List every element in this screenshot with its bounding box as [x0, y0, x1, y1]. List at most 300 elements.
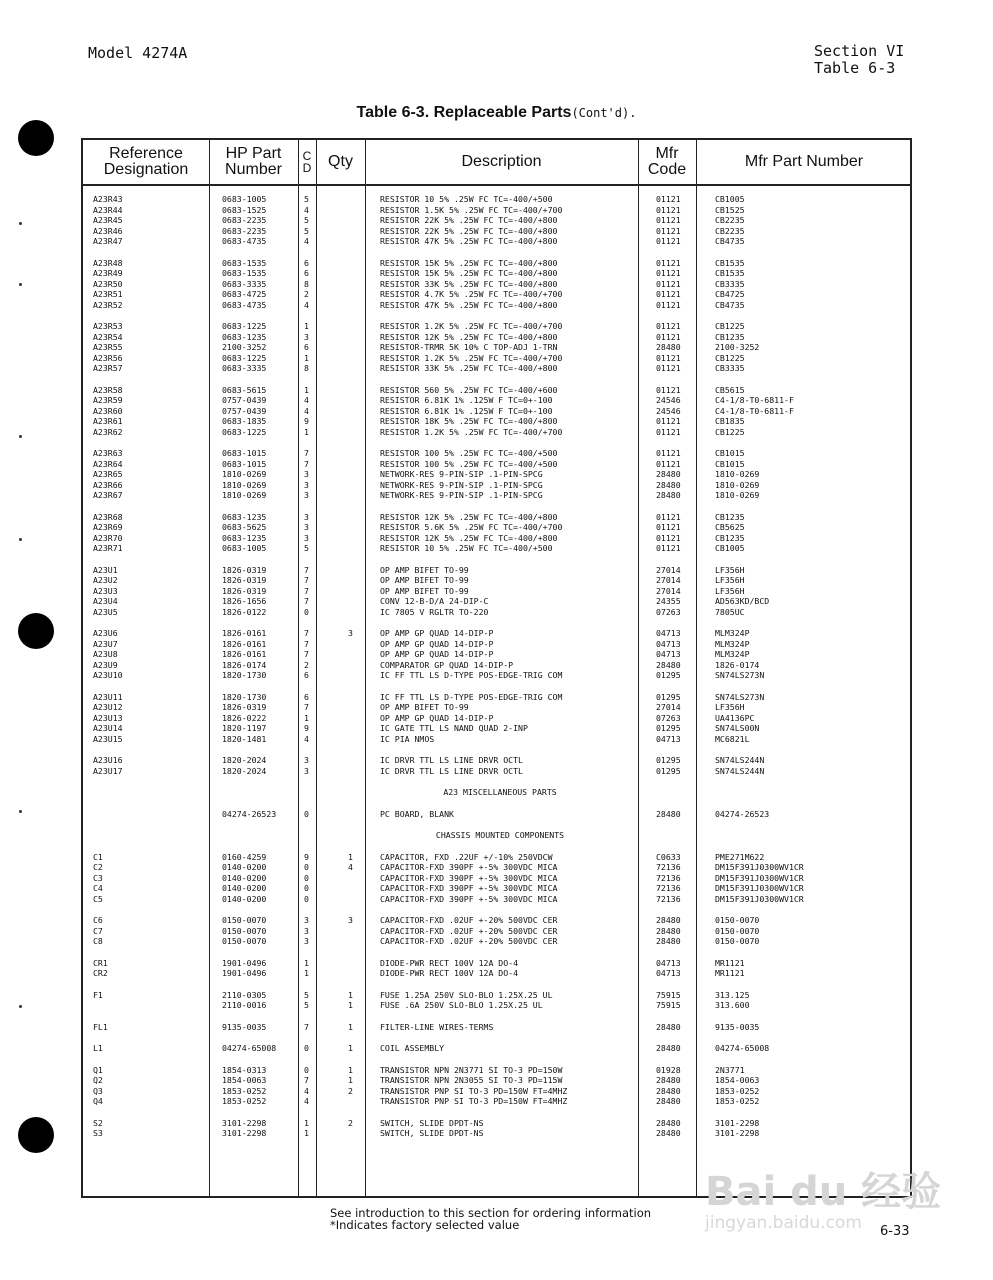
- cell-description: RESISTOR 47K 5% .25W FC TC=-400/+800: [380, 299, 558, 310]
- cell-ref: A23R70: [93, 532, 123, 543]
- cell-mfr-part: MLM324P: [715, 638, 750, 649]
- cell-ref: A23U9: [93, 659, 118, 670]
- cell-cd: 2: [304, 659, 309, 670]
- cell-mfr-part: CB3335: [715, 363, 745, 373]
- cell-hp-part: 1853-0252: [222, 1085, 267, 1096]
- cell-mfr-code: 01121: [656, 215, 681, 225]
- cell-hp-part: 0683-1835: [222, 416, 267, 426]
- group-spacer: [83, 617, 910, 628]
- cell-cd: 1: [304, 968, 309, 978]
- cell-qty: 3: [348, 628, 353, 638]
- cell-ref: A23R45: [93, 215, 123, 225]
- cell-description: CAPACITOR-FXD .02UF +-20% 500VDC CER: [380, 915, 558, 925]
- cell-cd: 6: [304, 268, 309, 278]
- cell-mfr-code: 28480: [656, 1117, 681, 1128]
- cell-description: RESISTOR 5.6K 5% .25W FC TC=-400/+700: [380, 522, 563, 532]
- group-spacer: [83, 247, 910, 258]
- cell-cd: 0: [304, 1043, 309, 1053]
- cell-description: IC FF TTL LS D-TYPE POS-EDGE-TRIG COM: [380, 691, 563, 702]
- cell-mfr-part: CB3335: [715, 278, 745, 289]
- cell-cd: 7: [304, 575, 309, 585]
- cell-hp-part: 0683-3335: [222, 363, 267, 373]
- table-row: [83, 215, 910, 226]
- cell-mfr-code: 01121: [656, 204, 681, 215]
- cell-description: RESISTOR 12K 5% .25W FC TC=-400/+800: [380, 511, 558, 522]
- table-row: [83, 862, 910, 873]
- cell-hp-part: 0683-1235: [222, 331, 267, 342]
- cell-mfr-code: 24546: [656, 395, 681, 405]
- cell-cd: 8: [304, 278, 309, 289]
- cell-mfr-part: MLM324P: [715, 628, 750, 638]
- cell-cd: 7: [304, 702, 309, 712]
- table-row: [83, 448, 910, 459]
- cell-description: RESISTOR 1.5K 5% .25W FC TC=-400/+700: [380, 204, 563, 215]
- cell-mfr-code: 04713: [656, 638, 681, 649]
- cell-ref: C2: [93, 862, 103, 872]
- cell-mfr-part: UA4136PC: [715, 712, 755, 723]
- cell-description: OP AMP GP QUAD 14-DIP-P: [380, 628, 494, 638]
- cell-mfr-code: 07263: [656, 606, 681, 617]
- cell-ref: A23U8: [93, 649, 118, 659]
- table-row: [83, 279, 910, 290]
- table-row: [83, 236, 910, 247]
- cell-mfr-part: SN74LS244N: [715, 765, 765, 776]
- col-mfr-line2: Code: [647, 161, 687, 178]
- speck: [19, 435, 22, 438]
- group-spacer: [83, 979, 910, 990]
- cell-ref: A23R56: [93, 352, 123, 363]
- table-row: [83, 723, 910, 734]
- cell-mfr-part: 1810-0269: [715, 469, 760, 479]
- cell-ref: C7: [93, 925, 103, 936]
- cell-mfr-code: 01295: [656, 765, 681, 776]
- cell-mfr-code: 01121: [656, 448, 681, 458]
- cell-mfr-code: 75915: [656, 1000, 681, 1010]
- cell-hp-part: 0683-1015: [222, 458, 267, 469]
- section-heading-text: CHASSIS MOUNTED COMPONENTS: [435, 830, 565, 840]
- cell-cd: 6: [304, 342, 309, 352]
- cell-cd: 5: [304, 225, 309, 236]
- cell-cd: 7: [304, 1075, 309, 1085]
- cell-ref: A23U10: [93, 670, 123, 680]
- cell-cd: 2: [304, 289, 309, 299]
- cell-ref: A23R65: [93, 469, 123, 479]
- cell-cd: 4: [304, 299, 309, 310]
- col-hp-line1: HP Part: [225, 145, 282, 162]
- cell-ref: A23R48: [93, 257, 123, 268]
- cell-ref: S2: [93, 1117, 103, 1128]
- col-ref-header: [83, 140, 209, 184]
- table-row: [83, 915, 910, 926]
- table-row: [83, 586, 910, 597]
- cell-mfr-code: 04713: [656, 968, 681, 978]
- cell-cd: 7: [304, 448, 309, 458]
- table-row: [83, 692, 910, 703]
- cell-ref: Q3: [93, 1085, 103, 1096]
- cell-mfr-part: 1854-0063: [715, 1075, 760, 1085]
- cell-mfr-code: 28480: [656, 479, 681, 490]
- cell-qty: 4: [348, 862, 353, 872]
- cell-hp-part: 0683-2235: [222, 215, 267, 225]
- col-ref-line2: Designation: [103, 161, 189, 178]
- cell-description: TRANSISTOR PNP SI TO-3 PD=150W FT=4MHZ: [380, 1085, 568, 1096]
- cell-cd: 0: [304, 606, 309, 617]
- table-row: [83, 713, 910, 724]
- cell-description: IC DRVR TTL LS LINE DRVR OCTL: [380, 765, 523, 776]
- cell-mfr-part: 04274-65008: [715, 1043, 770, 1053]
- cell-mfr-part: LF356H: [715, 585, 745, 596]
- table-row: [83, 883, 910, 894]
- cell-cd: 5: [304, 543, 309, 553]
- speck: [19, 283, 22, 286]
- cell-hp-part: 1826-0222: [222, 712, 267, 723]
- cell-hp-part: 0683-1225: [222, 321, 267, 331]
- cell-mfr-part: 0150-0070: [715, 936, 760, 946]
- cell-mfr-code: 28480: [656, 1085, 681, 1096]
- cell-hp-part: 0150-0070: [222, 925, 267, 936]
- cell-hp-part: 0683-1535: [222, 268, 267, 278]
- cell-description: RESISTOR 1.2K 5% .25W FC TC=-400/+700: [380, 321, 563, 331]
- cell-description: RESISTOR 10 5% .25W FC TC=-400/+500: [380, 194, 553, 204]
- cell-mfr-code: 04713: [656, 957, 681, 968]
- cell-ref: A23U6: [93, 628, 118, 638]
- cell-mfr-code: 28480: [656, 808, 681, 819]
- cell-description: RESISTOR 560 5% .25W FC TC=-400/+600: [380, 384, 558, 395]
- table-row: [83, 480, 910, 491]
- cell-cd: 7: [304, 628, 309, 638]
- cell-hp-part: 1826-0161: [222, 649, 267, 659]
- cell-mfr-part: AD563KD/BCD: [715, 596, 770, 606]
- cell-mfr-code: 28480: [656, 469, 681, 479]
- cell-hp-part: 0160-4259: [222, 851, 267, 862]
- cell-mfr-part: 1810-0269: [715, 490, 760, 500]
- cell-cd: 0: [304, 1064, 309, 1075]
- cell-ref: A23U2: [93, 575, 118, 585]
- cell-mfr-part: SN74LS244N: [715, 755, 765, 765]
- cell-description: PC BOARD, BLANK: [380, 808, 454, 819]
- cell-mfr-code: 28480: [656, 936, 681, 946]
- cell-mfr-part: 313.600: [715, 1000, 750, 1010]
- cell-cd: 5: [304, 194, 309, 204]
- cell-qty: 1: [348, 1075, 353, 1085]
- cell-mfr-part: LF356H: [715, 702, 745, 712]
- cell-mfr-code: 07263: [656, 712, 681, 723]
- cell-ref: A23R53: [93, 321, 123, 331]
- cell-qty: 2: [348, 1085, 353, 1096]
- cell-hp-part: 9135-0035: [222, 1021, 267, 1032]
- table-row: [83, 809, 910, 820]
- table-row: [83, 670, 910, 681]
- cell-hp-part: 1901-0496: [222, 968, 267, 978]
- cell-cd: 6: [304, 257, 309, 268]
- cell-mfr-code: 27014: [656, 575, 681, 585]
- cell-hp-part: 0683-4735: [222, 299, 267, 310]
- cell-cd: 1: [304, 426, 309, 437]
- cell-cd: 3: [304, 915, 309, 925]
- section-heading-text: A23 MISCELLANEOUS PARTS: [443, 787, 557, 797]
- cell-mfr-part: 2100-3252: [715, 342, 760, 352]
- table-row: [83, 205, 910, 216]
- cell-mfr-code: 28480: [656, 915, 681, 925]
- cell-ref: L1: [93, 1043, 103, 1053]
- col-mfr-header: [638, 140, 696, 184]
- cell-description: COIL ASSEMBLY: [380, 1043, 445, 1053]
- table-row: [83, 226, 910, 237]
- table-row: [83, 1118, 910, 1129]
- cell-mfr-code: 01121: [656, 426, 681, 437]
- watermark-logo: Bai du 经验: [705, 1169, 942, 1215]
- cell-cd: 9: [304, 416, 309, 426]
- cell-hp-part: 0757-0439: [222, 395, 267, 405]
- cell-ref: A23U12: [93, 702, 123, 712]
- cell-hp-part: 04274-26523: [222, 808, 277, 819]
- table-row: [83, 1128, 910, 1139]
- cell-cd: 7: [304, 638, 309, 649]
- table-row: [83, 459, 910, 470]
- cell-description: IC DRVR TTL LS LINE DRVR OCTL: [380, 755, 523, 765]
- cell-hp-part: 04274-65008: [222, 1043, 277, 1053]
- cell-mfr-code: 24546: [656, 405, 681, 416]
- binder-hole: [18, 1117, 54, 1153]
- cell-hp-part: 0683-5615: [222, 384, 267, 395]
- table-row: [83, 342, 910, 353]
- cell-mfr-code: 28480: [656, 659, 681, 670]
- cell-mfr-part: 1810-0269: [715, 479, 760, 490]
- col-mfr-line1: Mfr: [655, 145, 679, 162]
- cell-mfr-part: CB1535: [715, 268, 745, 278]
- cell-mfr-code: 75915: [656, 989, 681, 1000]
- cell-mfr-part: 3101-2298: [715, 1117, 760, 1128]
- table-row: [83, 543, 910, 554]
- cell-mfr-code: 01121: [656, 331, 681, 342]
- cell-cd: 4: [304, 204, 309, 215]
- cell-description: OP AMP BIFET TO-99: [380, 564, 469, 575]
- cell-description: IC FF TTL LS D-TYPE POS-EDGE-TRIG COM: [380, 670, 563, 680]
- cell-cd: 1: [304, 1128, 309, 1138]
- table-row: [83, 353, 910, 364]
- cell-mfr-code: 01121: [656, 299, 681, 310]
- cell-ref: F1: [93, 989, 103, 1000]
- cell-ref: A23U14: [93, 723, 123, 733]
- cell-description: RESISTOR 33K 5% .25W FC TC=-400/+800: [380, 278, 558, 289]
- table-row: [83, 660, 910, 671]
- cell-ref: A23U7: [93, 638, 118, 649]
- cell-description: OP AMP BIFET TO-99: [380, 702, 469, 712]
- cell-cd: 3: [304, 765, 309, 776]
- cell-cd: 9: [304, 723, 309, 733]
- cell-description: SWITCH, SLIDE DPDT-NS: [380, 1128, 484, 1138]
- cell-mfr-code: 01121: [656, 511, 681, 522]
- cell-ref: A23R59: [93, 395, 123, 405]
- cell-ref: A23U4: [93, 596, 118, 606]
- cell-cd: 7: [304, 564, 309, 575]
- group-spacer: [83, 310, 910, 321]
- cell-cd: 0: [304, 872, 309, 883]
- speck: [19, 1005, 22, 1008]
- cell-mfr-part: 1853-0252: [715, 1096, 760, 1106]
- cell-mfr-part: CB1225: [715, 426, 745, 437]
- cell-mfr-part: C4-1/8-T0-6811-F: [715, 405, 794, 416]
- cell-hp-part: 2110-0016: [222, 1000, 267, 1010]
- header-section: [814, 43, 904, 77]
- cell-mfr-code: 01121: [656, 194, 681, 204]
- cell-ref: CR2: [93, 968, 108, 978]
- cell-hp-part: 0683-1015: [222, 448, 267, 458]
- title-main: Table 6-3. Replaceable Parts: [356, 104, 572, 121]
- cell-ref: Q4: [93, 1096, 103, 1106]
- cell-mfr-part: LF356H: [715, 564, 745, 575]
- cell-description: OP AMP BIFET TO-99: [380, 575, 469, 585]
- table-row: [83, 395, 910, 406]
- cell-cd: 3: [304, 490, 309, 500]
- cell-cd: 7: [304, 585, 309, 596]
- cell-cd: 3: [304, 936, 309, 946]
- table-row: [83, 894, 910, 905]
- cell-mfr-part: CB5625: [715, 522, 745, 532]
- cell-mfr-part: 3101-2298: [715, 1128, 760, 1138]
- cell-ref: C8: [93, 936, 103, 946]
- cell-description: FUSE .6A 250V SLO-BLO 1.25X.25 UL: [380, 1000, 543, 1010]
- cell-ref: A23R64: [93, 458, 123, 469]
- cell-hp-part: 1826-0122: [222, 606, 267, 617]
- cell-hp-part: 0150-0070: [222, 936, 267, 946]
- cell-ref: A23R68: [93, 511, 123, 522]
- group-spacer: [83, 554, 910, 565]
- cell-hp-part: 1826-0161: [222, 638, 267, 649]
- group-spacer: [83, 374, 910, 385]
- cell-description: DIODE-PWR RECT 100V 12A DO-4: [380, 957, 519, 968]
- cell-ref: A23U11: [93, 691, 123, 702]
- cell-cd: 4: [304, 1085, 309, 1096]
- cell-description: DIODE-PWR RECT 100V 12A DO-4: [380, 968, 519, 978]
- cell-ref: A23R44: [93, 204, 123, 215]
- cell-description: RESISTOR 100 5% .25W FC TC=-400/+500: [380, 448, 558, 458]
- cell-description: RESISTOR 6.81K 1% .125W F TC=0+-100: [380, 395, 553, 405]
- cell-mfr-part: SN74LS273N: [715, 670, 765, 680]
- cell-hp-part: 0683-4735: [222, 236, 267, 246]
- col-desc-header: Description: [461, 153, 542, 170]
- cell-ref: S3: [93, 1128, 103, 1138]
- cell-mfr-part: CB1015: [715, 458, 745, 469]
- cell-mfr-code: 01121: [656, 289, 681, 299]
- cell-mfr-code: 01121: [656, 532, 681, 543]
- cell-ref: A23R43: [93, 194, 123, 204]
- cell-ref: A23R69: [93, 522, 123, 532]
- cell-cd: 1: [304, 321, 309, 331]
- cell-qty: 1: [348, 989, 353, 1000]
- cell-hp-part: 1901-0496: [222, 957, 267, 968]
- cell-mfr-part: 04274-26523: [715, 808, 770, 819]
- section-heading: [83, 787, 910, 798]
- table-row: [83, 755, 910, 766]
- cell-mfr-code: 01295: [656, 691, 681, 702]
- cell-ref: A23U15: [93, 733, 123, 744]
- group-spacer: [83, 947, 910, 958]
- cell-mfr-code: 28480: [656, 1043, 681, 1053]
- group-spacer: [83, 904, 910, 915]
- cell-ref: A23R51: [93, 289, 123, 299]
- cell-hp-part: 2100-3252: [222, 342, 267, 352]
- cell-mfr-code: 01121: [656, 278, 681, 289]
- cell-mfr-part: CB1225: [715, 352, 745, 363]
- cell-hp-part: 1826-0161: [222, 628, 267, 638]
- cell-mfr-part: DM15F391J0300WV1CR: [715, 872, 804, 883]
- cell-mfr-part: 0150-0070: [715, 915, 760, 925]
- cell-description: CAPACITOR-FXD 390PF +-5% 300VDC MICA: [380, 872, 558, 883]
- cell-cd: 3: [304, 522, 309, 532]
- cell-qty: 1: [348, 851, 353, 862]
- cell-description: RESISTOR 18K 5% .25W FC TC=-400/+800: [380, 416, 558, 426]
- table-row: [83, 258, 910, 269]
- cell-ref: A23R50: [93, 278, 123, 289]
- cell-mfr-code: 01121: [656, 416, 681, 426]
- cell-mfr-code: 01295: [656, 723, 681, 733]
- cell-cd: 0: [304, 893, 309, 904]
- cell-ref: A23R66: [93, 479, 123, 490]
- table-row: [83, 194, 910, 205]
- cell-description: OP AMP GP QUAD 14-DIP-P: [380, 638, 494, 649]
- cell-cd: 1: [304, 352, 309, 363]
- cell-description: FUSE 1.25A 250V SLO-BLO 1.25X.25 UL: [380, 989, 553, 1000]
- cell-mfr-part: 1826-0174: [715, 659, 760, 670]
- table-row: [83, 575, 910, 586]
- table-row: [83, 565, 910, 576]
- cell-hp-part: 1820-1730: [222, 670, 267, 680]
- cell-description: RESISTOR 4.7K 5% .25W FC TC=-400/+700: [380, 289, 563, 299]
- col-cd-line2: D: [302, 161, 312, 175]
- cell-description: RESISTOR 12K 5% .25W FC TC=-400/+800: [380, 331, 558, 342]
- page-number: 6-33: [880, 1224, 910, 1239]
- cell-description: CONV 12-B-D/A 24-DIP-C: [380, 596, 489, 606]
- table-row: [83, 522, 910, 533]
- cell-description: OP AMP BIFET TO-99: [380, 585, 469, 596]
- cell-cd: 3: [304, 331, 309, 342]
- cell-ref: A23R46: [93, 225, 123, 236]
- group-spacer: [83, 1011, 910, 1022]
- cell-mfr-part: MLM324P: [715, 649, 750, 659]
- watermark-url: jingyan.baidu.com: [705, 1213, 862, 1233]
- cell-hp-part: 0683-1005: [222, 194, 267, 204]
- cell-cd: 4: [304, 405, 309, 416]
- cell-cd: 4: [304, 1096, 309, 1106]
- cell-mfr-part: CB4735: [715, 299, 745, 310]
- cell-ref: C6: [93, 915, 103, 925]
- footer-line1: See introduction to this section for ordering information: [330, 1206, 652, 1220]
- cell-mfr-part: CB2235: [715, 225, 745, 236]
- table-row: [83, 512, 910, 523]
- table-row: [83, 385, 910, 396]
- cell-hp-part: 1820-1197: [222, 723, 267, 733]
- group-spacer: [83, 1032, 910, 1043]
- cell-mfr-code: 28480: [656, 925, 681, 936]
- cell-mfr-part: CB1235: [715, 532, 745, 543]
- cell-mfr-part: LF356H: [715, 575, 745, 585]
- cell-description: RESISTOR 6.81K 1% .125W F TC=0+-100: [380, 405, 553, 416]
- cell-mfr-part: CB1235: [715, 331, 745, 342]
- cell-description: COMPARATOR GP QUAD 14-DIP-P: [380, 659, 514, 670]
- cell-mfr-part: CB2235: [715, 215, 745, 225]
- cell-mfr-part: 7805UC: [715, 606, 745, 617]
- cell-hp-part: 1826-1656: [222, 596, 267, 606]
- cell-mfr-part: 2N3771: [715, 1064, 745, 1075]
- cell-description: TRANSISTOR NPN 2N3771 SI TO-3 PD=150W: [380, 1064, 563, 1075]
- cell-mfr-part: 9135-0035: [715, 1021, 760, 1032]
- cell-mfr-code: 72136: [656, 872, 681, 883]
- cell-mfr-part: CB4725: [715, 289, 745, 299]
- cell-hp-part: 1853-0252: [222, 1096, 267, 1106]
- binder-hole: [18, 120, 54, 156]
- cell-mfr-part: CB5615: [715, 384, 745, 395]
